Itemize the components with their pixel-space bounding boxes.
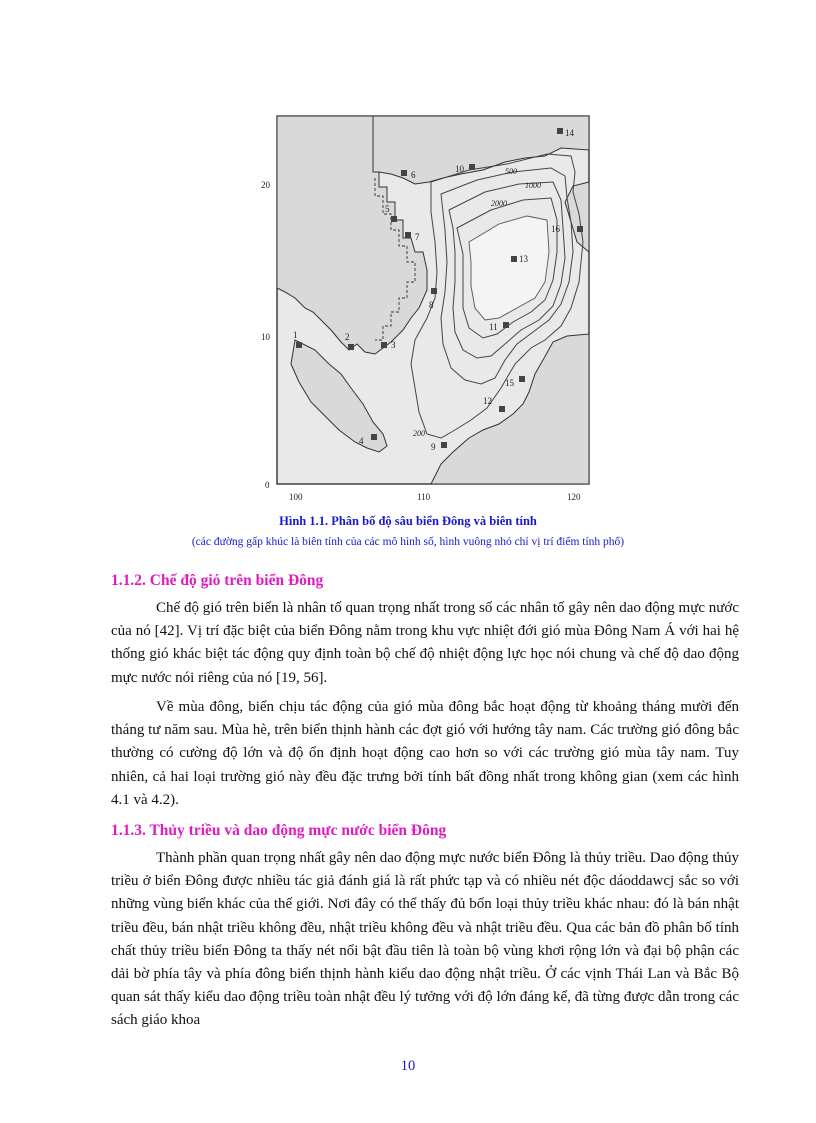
paragraph-wind-1: Chế độ gió trên biển là nhân tố quan trọng nhất trong số các nhân tố gây nên dao động mực nước của nó [42]. Vị trí đặc biệt của biển Đông nằm trong khu vực nhiệt đới gió mùa Đông Nam Á với hai hệ thống gió khác biệt tác động quy định toàn bộ chế độ nhiệt động lực học nói chung và chế độ dao động mực nước nói riêng của nó [19, 56]. [111, 600, 739, 686]
point-label-5: 5 [385, 204, 390, 214]
point-marker-8 [431, 288, 437, 294]
x-tick-100: 100 [289, 492, 303, 502]
page-number: 10 [400, 1058, 416, 1074]
section-heading-wind: 1.1.2. Chế độ gió trên biển Đông [111, 572, 324, 589]
contour-label-500: 500 [505, 167, 517, 176]
point-label-8: 8 [429, 300, 434, 310]
point-marker-3 [381, 342, 387, 348]
point-marker-6 [401, 170, 407, 176]
point-marker-14 [557, 128, 563, 134]
figure-caption-subtitle: (các đường gấp khúc là biên tính của các mô hình số, hình vuông nhỏ chỉ vị trí điểm tính phổ) [191, 536, 625, 548]
point-marker-9 [441, 442, 447, 448]
figure-caption-title: Hình 1.1. Phân bố độ sâu biển Đông và biên tính [279, 514, 537, 528]
point-label-9: 9 [431, 442, 436, 452]
y-tick-0: 0 [265, 480, 270, 490]
paragraph-wind-2: Về mùa đông, biển chịu tác động của gió mùa đông bắc hoạt động từ khoảng tháng mười đến tháng tư năm sau. Mùa hè, trên biển thịnh hành các đợt gió với hướng tây nam. Các trường gió đông bắc thường có cường độ lớn và độ ổn định hoạt động cao hơn so với các trường gió mùa tây nam. Tuy nhiên, cả hai loại trường gió này đều đặc trưng bởi tính bất đồng nhất trong không gian (xem các hình 4.1 và 4.2). [111, 699, 739, 808]
point-label-6: 6 [411, 170, 416, 180]
point-label-3: 3 [391, 340, 396, 350]
y-tick-20: 20 [261, 180, 270, 190]
point-marker-12 [499, 406, 505, 412]
point-label-11: 11 [489, 322, 498, 332]
point-label-1: 1 [293, 330, 298, 340]
point-label-7: 7 [415, 232, 420, 242]
point-marker-10 [469, 164, 475, 170]
point-marker-4 [371, 434, 377, 440]
depth-map-figure [255, 112, 595, 504]
point-label-2: 2 [345, 332, 350, 342]
paragraph-tide-1: Thành phần quan trọng nhất gây nên dao động mực nước biển Đông là thủy triều. Dao động thủy triều ở biển Đông được nhiều tác giả đánh giá là rất phức tạp và có nhiều nét độc dáoddawcj sắc so với những vùng biển khác của thế giới. Nơi đây có thể thấy đủ bốn loại thủy triều khác nhau: đó là bán nhật triều đều, bán nhật triều không đều, nhật triều không đều và nhật triều đều. Qua các bản đồ phân bố tính chất thủy triều biển Đông ta thấy nét nổi bật đầu tiên là toàn bộ vùng khơi rộng lớn và đại bộ phận các dải bờ phía tây và phía đông biển thịnh hành kiểu dao động nhật triều. Ở các vịnh Thái Lan và Bắc Bộ quan sát thấy kiểu dao động triều toàn nhật đều lý tưởng với độ lớn đáng kể, đã từng được dẫn trong các sách giáo khoa [111, 850, 739, 1029]
x-tick-110: 110 [417, 492, 431, 502]
point-label-16: 16 [551, 224, 560, 234]
point-label-14: 14 [565, 128, 574, 138]
point-marker-15 [519, 376, 525, 382]
point-marker-2 [348, 344, 354, 350]
point-marker-7 [405, 232, 411, 238]
x-tick-120: 120 [567, 492, 581, 502]
point-label-15: 15 [505, 378, 514, 388]
point-marker-13 [511, 256, 517, 262]
point-label-4: 4 [359, 436, 364, 446]
contour-label-1000: 1000 [525, 181, 541, 190]
point-marker-16 [577, 226, 583, 232]
contour-label-2000: 2000 [491, 199, 507, 208]
point-label-13: 13 [519, 254, 528, 264]
contour-label-200: 200 [413, 429, 425, 438]
depth-map-svg [255, 112, 595, 504]
point-label-10: 10 [455, 164, 464, 174]
point-label-12: 12 [483, 396, 492, 406]
point-marker-1 [296, 342, 302, 348]
section-heading-tide: 1.1.3. Thủy triều và dao động mực nước biển Đông [111, 822, 447, 839]
point-marker-5 [391, 216, 397, 222]
point-marker-11 [503, 322, 509, 328]
y-tick-10: 10 [261, 332, 270, 342]
